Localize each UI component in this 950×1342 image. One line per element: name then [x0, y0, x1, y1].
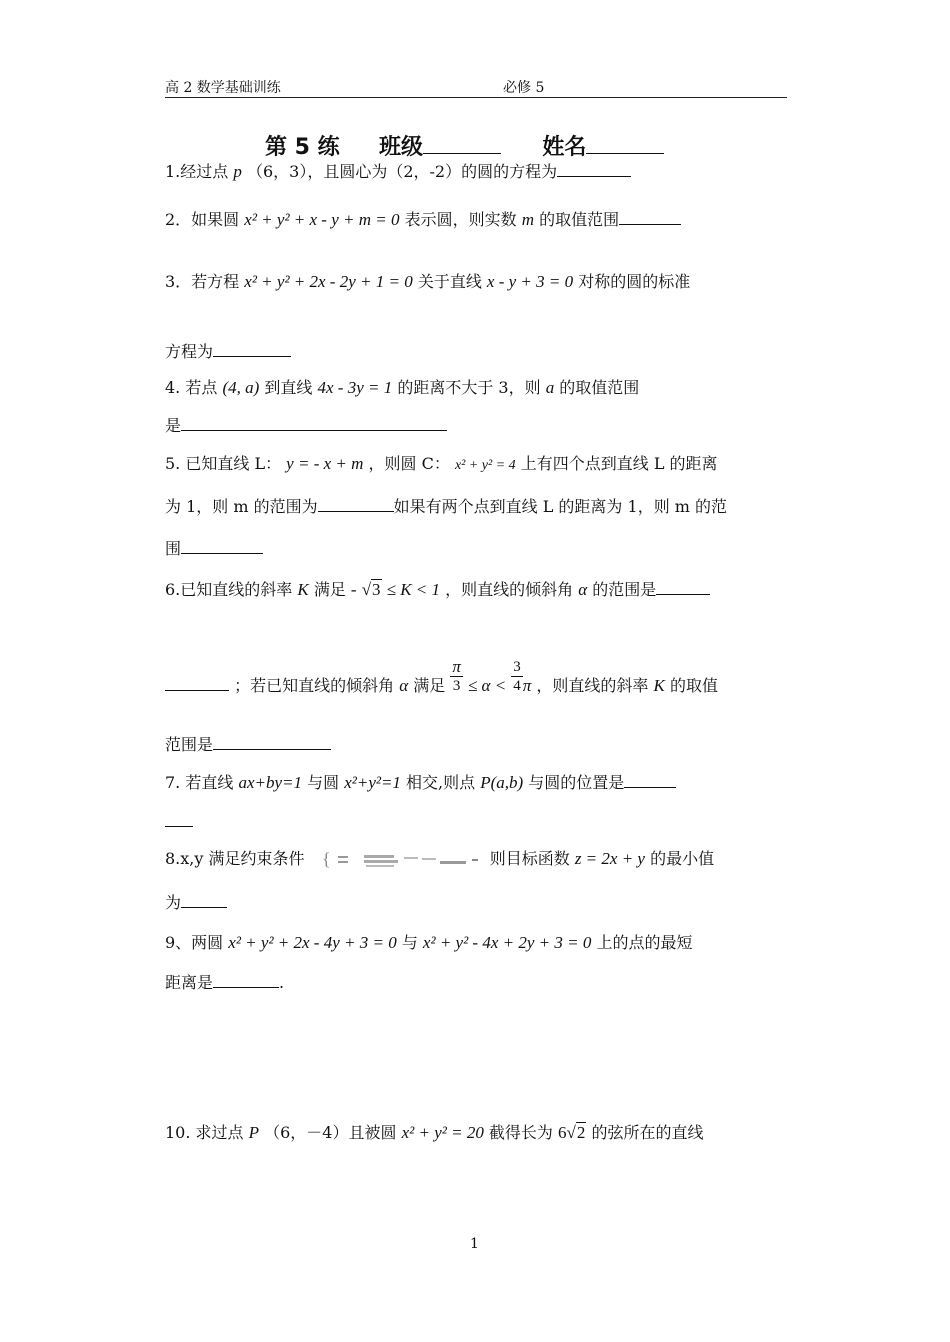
answer-blank-6a[interactable]: [656, 580, 710, 595]
class-label: 班级: [378, 135, 423, 160]
question-10: 10. 求过点 P （6，－4）且被圆 x² + y² = 20 截得长为 6√2 的弦所在的直线: [165, 1123, 704, 1142]
question-5-cont2: 围: [165, 539, 263, 559]
answer-blank-2[interactable]: [619, 210, 681, 225]
name-label: 姓名: [542, 135, 587, 160]
constraint-system-image: [310, 851, 485, 869]
question-8-cont: 为: [165, 893, 227, 913]
answer-blank-6b[interactable]: [213, 735, 331, 750]
answer-blank-7-cont[interactable]: [165, 812, 193, 827]
page-title: [265, 130, 664, 161]
question-8: 8.x,y 满足约束条件 { 则目标函数 z = 2x + y 的最小值: [165, 849, 715, 869]
question-1: 1.经过点 p （6，3），且圆心为（2，-2）的圆的方程为: [165, 162, 631, 182]
page-number: 1: [470, 1236, 479, 1252]
question-7-cont: [165, 812, 193, 832]
question-4-cont: 是: [165, 416, 447, 436]
answer-blank-4[interactable]: [181, 416, 447, 431]
name-blank[interactable]: [586, 133, 664, 154]
header-right: 必修 5: [503, 80, 545, 96]
question-9: 9、两圆 x² + y² + 2x - 4y + 3 = 0 与 x² + y² - 4x + 2y + 3 = 0 上的点的最短: [165, 933, 693, 952]
question-6: 6.已知直线的斜率 K 满足 - √3 ≤ K < 1 ，则直线的倾斜角 α 的范围是: [165, 580, 710, 600]
fraction-3-4: $\frac{3}{4}$: [513, 659, 521, 694]
answer-blank-1[interactable]: [557, 162, 631, 177]
question-2: 2．如果圆 x² + y² + x - y + m = 0 表示圆，则实数 m 的取值范围: [165, 210, 681, 230]
sqrt-2: √2: [566, 1123, 586, 1142]
question-3-cont: 方程为: [165, 342, 291, 362]
answer-blank-5a[interactable]: [318, 497, 394, 512]
svg-text:{: {: [321, 850, 331, 869]
answer-blank-8[interactable]: [181, 893, 227, 908]
question-5-cont: 为 1，则 m 的范围为 如果有两个点到直线 L 的距离为 1，则 m 的范: [165, 497, 728, 516]
answer-blank-9[interactable]: [213, 973, 279, 988]
question-3: 3．若方程 x² + y² + 2x - 2y + 1 = 0 关于直线 x - y + 3 = 0 对称的圆的标准: [165, 272, 691, 291]
answer-blank-5b[interactable]: [181, 539, 263, 554]
question-5: 5. 已知直线 L： y = - x + m ，则圆 C： x² + y² = 4 上有四个点到直线 L 的距离: [165, 454, 718, 473]
page-header: [165, 77, 787, 98]
fraction-pi-3: $\frac{\pi}{3}$: [452, 657, 461, 694]
header-left: 高 2 数学基础训练: [165, 80, 281, 96]
question-7: 7. 若直线 ax+by=1 与圆 x²+y²=1 相交,则点 P(a,b) 与圆的位置是: [165, 773, 676, 793]
question-6-cont: ；若已知直线的倾斜角 α 满足 $\frac{\pi}{3}$ ≤ α < $\frac{3}{4}$ π ，则直线的斜率 K 的取值: [165, 676, 718, 696]
question-6-cont2: 范围是: [165, 735, 331, 755]
question-9-cont: 距离是 .: [165, 973, 285, 992]
class-blank[interactable]: [423, 133, 501, 154]
answer-blank-3[interactable]: [213, 342, 291, 357]
sqrt-3: √3: [361, 580, 381, 599]
answer-blank-6a-cont[interactable]: [165, 676, 229, 691]
lesson-label: 第 5 练: [265, 135, 340, 160]
question-4: 4. 若点 (4, a) 到直线 4x - 3y = 1 的距离不大于 3，则 a 的取值范围: [165, 378, 640, 397]
answer-blank-7[interactable]: [624, 773, 676, 788]
